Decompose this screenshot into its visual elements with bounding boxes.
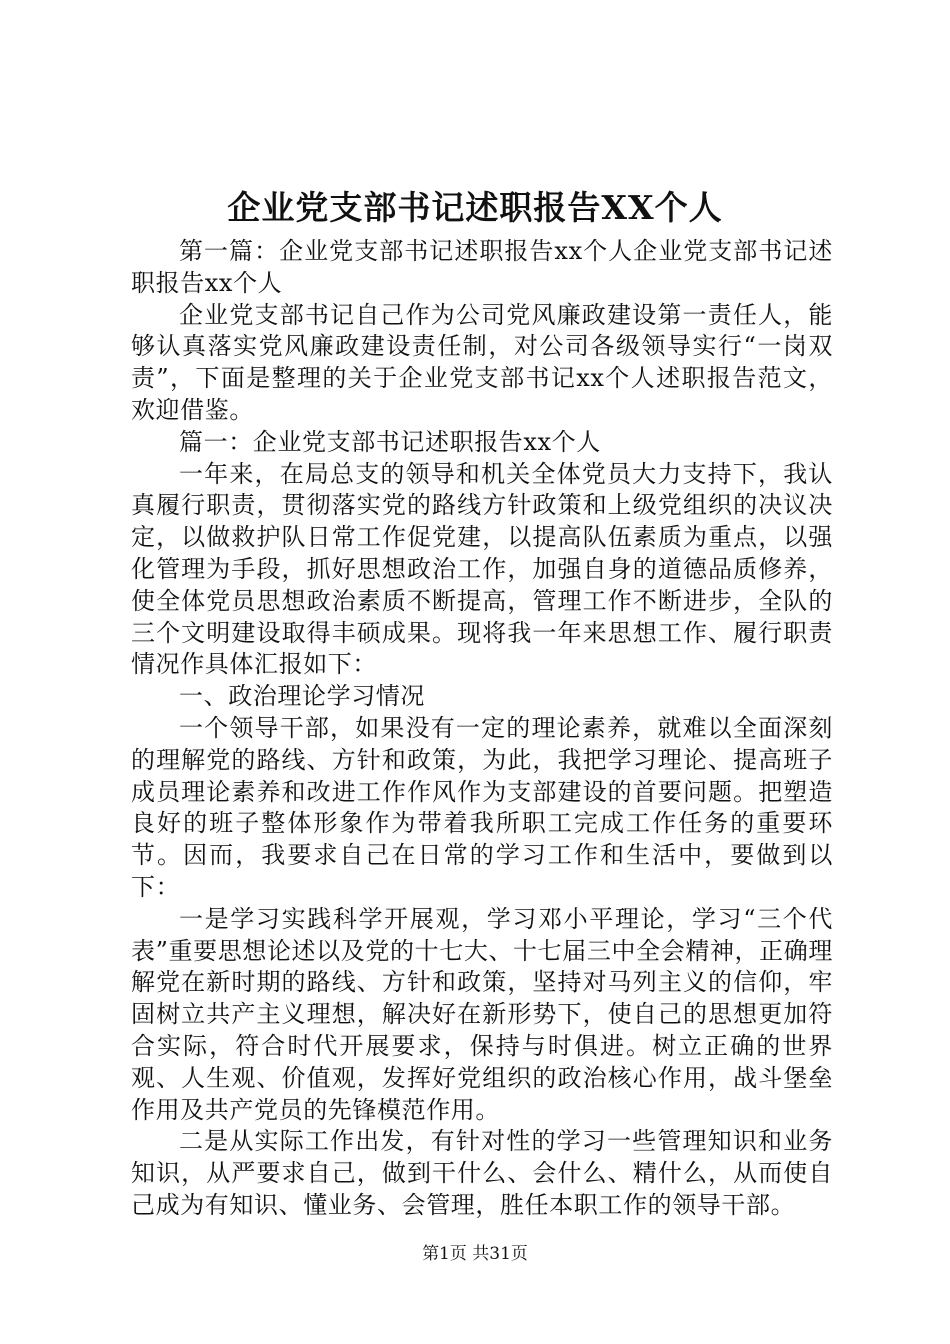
paragraph: 一年来，在局总支的领导和机关全体党员大力支持下，我认真履行职责，贯彻落实党的路线方针政策和上级党组织的决议决定，以做救护队日常工作促党建，以提高队伍素质为重点，以强化管理为手段，抓好思想政治工作，加强自身的道德品质修养，使全体党员思想政治素质不断提高，管理工作不断进步，全队的三个文明建设取得丰硕成果。现将我一年来思想工作、履行职责情况作具体汇报如下： [131,459,833,679]
paragraph: 一是学习实践科学开展观，学习邓小平理论，学习“三个代表”重要思想论述以及党的十七大、十七届三中全会精神，正确理解党在新时期的路线、方针和政策，坚持对马列主义的信仰，牢固树立共产主义理想，解决好在新形势下，使自己的思想更加符合实际，符合时代开展要求，保持与时俱进。树立正确的世界观、人生观、价值观，发挥好党组织的政治核心作用，战斗堡垒作用及共产党员的先锋模范作用。 [131,904,833,1124]
page-footer: 第1页 共31页 [422,1244,528,1264]
section-heading: 一、政治理论学习情况 [179,682,425,711]
document-body [131,236,833,1222]
paragraph: 篇一：企业党支部书记述职报告xx个人 [179,427,601,456]
document-title: 企业党支部书记述职报告XX个人 [227,188,723,227]
paragraph: 企业党支部书记自己作为公司党风廉政建设第一责任人，能够认真落实党风廉政建设责任制，对公司各级领导实行“一岗双责”，下面是整理的关于企业党支部书记xx个人述职报告范文，欢迎借鉴。 [131,300,833,424]
paragraph: 第一篇：企业党支部书记述职报告xx个人企业党支部书记述职报告xx个人 [131,237,833,297]
paragraph: 二是从实际工作出发，有针对性的学习一些管理知识和业务知识，从严要求自己，做到干什么、会什么、精什么，从而使自己成为有知识、懂业务、会管理，胜任本职工作的领导干部。 [131,1127,833,1219]
paragraph: 一个领导干部，如果没有一定的理论素养，就难以全面深刻的理解党的路线、方针和政策，为此，我把学习理论、提高班子成员理论素养和改进工作作风作为支部建设的首要问题。把塑造良好的班子整体形象作为带着我所职工完成工作任务的重要环节。因而，我要求自己在日常的学习工作和生活中，要做到以下： [131,713,833,901]
